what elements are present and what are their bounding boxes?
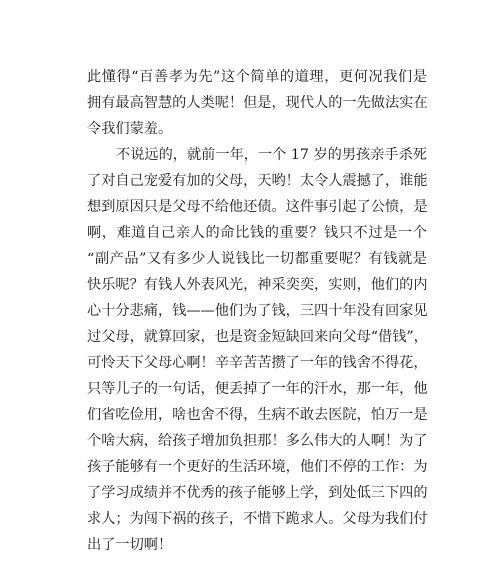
text-line: 只等儿子的一句话，便丢掉了一年的汗水，那一年，他 bbox=[87, 381, 428, 397]
text-line: 了学习成绩并不优秀的孩子能够上学，到处低三下四的 bbox=[87, 485, 428, 501]
text-line: 个啥大病，给孩子增加负担那！多么伟大的人啊！为了 bbox=[87, 433, 428, 449]
text-line: 此懂得“百善孝为先”这个简单的道理，更何况我们是 bbox=[87, 69, 427, 85]
text-line: 想到原因只是父母不给他还债。这件事引起了公愤，是 bbox=[87, 199, 428, 215]
text-line: 们省吃俭用，啥也舍不得，生病不敢去医院，怕万一是 bbox=[87, 407, 428, 423]
text-line: 啊，难道自己亲人的命比钱的重要？钱只不过是一个 bbox=[87, 225, 427, 241]
text-line: 求人；为闯下祸的孩子，不惜下跪求人。父母为我们付 bbox=[87, 511, 428, 527]
text-line: 不说远的，就前一年，一个 17 岁的男孩亲手杀死 bbox=[116, 147, 427, 163]
text-line: “副产品”又有多少人说钱比一切都重要呢？有钱就是 bbox=[87, 251, 427, 267]
text-line: 孩子能够有一个更好的生活环境，他们不停的工作：为 bbox=[87, 459, 428, 475]
text-line: 出了一切啊！ bbox=[87, 537, 173, 553]
paragraph-1 bbox=[87, 64, 427, 142]
text-line: 过父母，就算回家，也是资金短缺回来向父母“借钱”， bbox=[87, 329, 428, 345]
text-line: 快乐呢？有钱人外表风光，神采奕奕，实则，他们的内 bbox=[87, 277, 428, 293]
text-line: 拥有最高智慧的人类呢！但是，现代人的一先做法实在 bbox=[87, 95, 428, 111]
paragraph-2 bbox=[87, 142, 427, 558]
text-line: 心十分悲痛，钱——他们为了钱，三四十年没有回家见 bbox=[87, 303, 428, 319]
text-line: 可怜天下父母心啊！辛辛苦苦攒了一年的钱舍不得花， bbox=[87, 355, 428, 371]
text-line: 令我们蒙羞。 bbox=[87, 121, 173, 137]
text-line: 了对自己宠爱有加的父母，天哟！太令人震撼了，谁能 bbox=[87, 173, 428, 189]
document-body bbox=[87, 64, 427, 558]
